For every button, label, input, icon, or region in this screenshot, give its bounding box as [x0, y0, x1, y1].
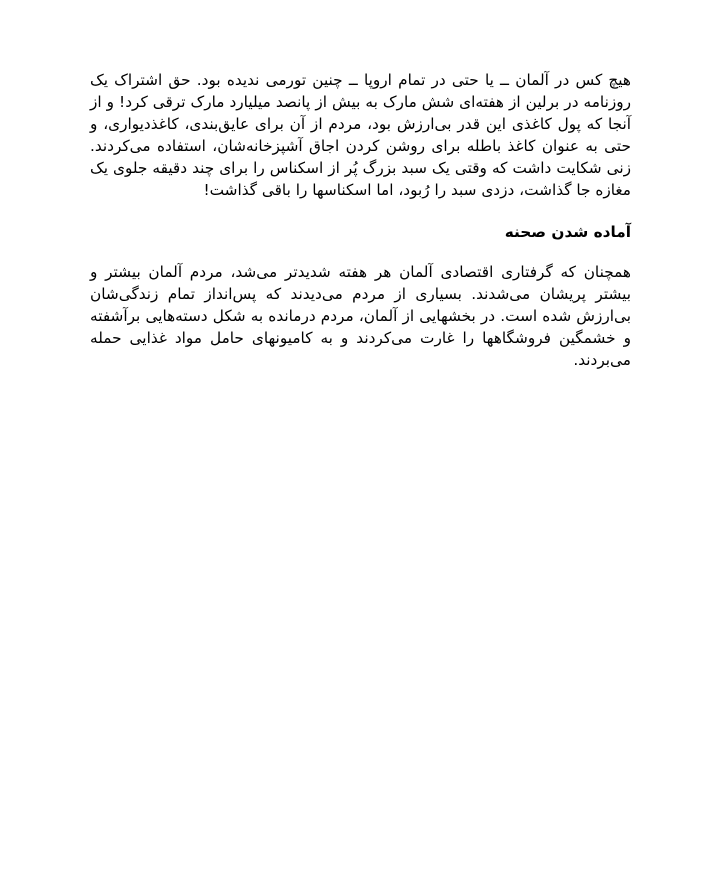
- paragraph-economic-hardship: همچنان که گرفتاری اقتصادی آلمان هر هفته شدیدتر می‌شد، مردم آلمان بیشتر و بیشتر پریشان می‌شدند. بسیاری از مردم می‌دیدند که پس‌انداز تمام زندگی‌شان بی‌ارزش شده است. در بخشهایی از آلمان، مردم درمانده به شکل دسته‌هایی برآشفته و خشمگین فروشگاهها را غارت می‌کردند و به کامیونهای حامل مواد غذایی حمله می‌بردند.: [90, 263, 631, 369]
- paragraph-inflation: هیچ کس در آلمان ــ یا حتی در تمام اروپا ــ چنین تورمی ندیده بود. حق اشتراک یک روزنامه در برلین از هفته‌ای شش مارک به بیش از پانصد میلیارد مارک ترقی کرد! و از آنجا که پول کاغذی این قدر بی‌ارزش بود، مردم از آن برای عایق‌بندی، کاغذدیواری، و حتی به عنوان کاغذ باطله برای روشن کردن اجاق آشپزخانه‌شان، استفاده می‌کردند. زنی شکایت داشت که وقتی یک سبد بزرگ پُر از اسکناس را برای چند دقیقه جلوی یک مغازه جا گذاشت، دزدی سبد را رُبود، اما اسکناسها را باقی گذاشت!: [90, 71, 631, 199]
- section-heading: آماده شدن صحنه: [504, 223, 631, 241]
